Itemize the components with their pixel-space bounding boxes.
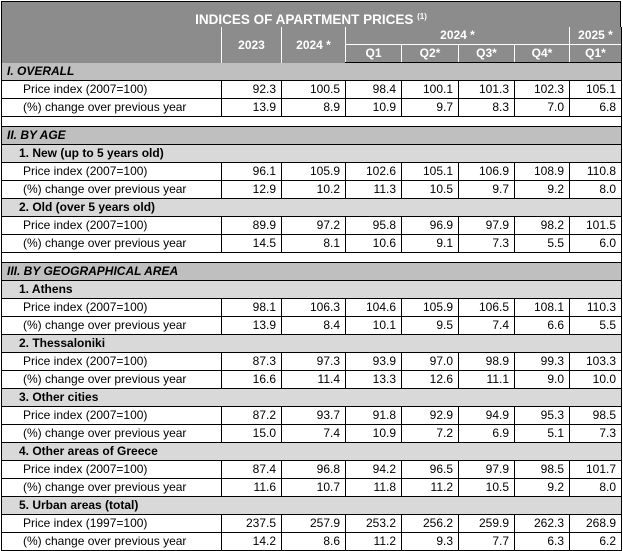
value-cell: 97.2 bbox=[282, 217, 346, 235]
value-cell: 104.6 bbox=[346, 299, 402, 317]
value-cell: 100.5 bbox=[282, 81, 346, 99]
value-cell: 253.2 bbox=[346, 515, 402, 533]
section-header-row bbox=[2, 263, 622, 281]
value-cell: 10.5 bbox=[402, 181, 459, 199]
value-cell: 13.9 bbox=[222, 99, 282, 117]
row-label: (%) change over previous year bbox=[2, 99, 222, 117]
value-cell: 108.1 bbox=[515, 299, 570, 317]
value-cell: 93.7 bbox=[282, 407, 346, 425]
value-cell: 10.6 bbox=[346, 235, 402, 253]
value-cell: 10.7 bbox=[282, 479, 346, 497]
row-label: Price index (2007=100) bbox=[2, 353, 222, 371]
value-cell: 108.9 bbox=[515, 163, 570, 181]
section-spacer bbox=[2, 117, 622, 127]
value-cell: 101.3 bbox=[459, 81, 515, 99]
spacer-cell bbox=[2, 117, 622, 127]
value-cell: 105.1 bbox=[402, 163, 459, 181]
value-cell: 87.4 bbox=[222, 461, 282, 479]
value-cell: 14.2 bbox=[222, 533, 282, 551]
header-2024: 2024 * bbox=[282, 27, 346, 63]
value-cell: 11.2 bbox=[402, 479, 459, 497]
value-cell: 89.9 bbox=[222, 217, 282, 235]
value-cell: 10.2 bbox=[282, 181, 346, 199]
value-cell: 8.0 bbox=[570, 479, 622, 497]
value-cell: 10.0 bbox=[570, 371, 622, 389]
value-cell: 92.3 bbox=[222, 81, 282, 99]
value-cell: 11.2 bbox=[346, 533, 402, 551]
value-cell: 12.6 bbox=[402, 371, 459, 389]
header-blank-cell bbox=[2, 27, 222, 63]
subsection-header-row bbox=[2, 335, 622, 353]
value-cell: 16.6 bbox=[222, 371, 282, 389]
value-cell: 11.6 bbox=[222, 479, 282, 497]
value-cell: 12.9 bbox=[222, 181, 282, 199]
value-cell: 7.7 bbox=[459, 533, 515, 551]
value-cell: 5.5 bbox=[570, 317, 622, 335]
value-cell: 105.1 bbox=[570, 81, 622, 99]
value-cell: 6.2 bbox=[570, 533, 622, 551]
value-cell: 5.1 bbox=[515, 425, 570, 443]
value-cell: 102.3 bbox=[515, 81, 570, 99]
subsection-header-row bbox=[2, 389, 622, 407]
row-label: (%) change over previous year bbox=[2, 533, 222, 551]
value-cell: 10.5 bbox=[459, 479, 515, 497]
row-label: (%) change over previous year bbox=[2, 181, 222, 199]
value-cell: 101.7 bbox=[570, 461, 622, 479]
value-cell: 15.0 bbox=[222, 425, 282, 443]
value-cell: 93.9 bbox=[346, 353, 402, 371]
header-2024-quarters-group: 2024 * bbox=[346, 27, 570, 45]
table-row bbox=[2, 235, 622, 253]
header-q2: Q2* bbox=[402, 45, 459, 63]
spacer-cell bbox=[2, 253, 622, 263]
table-row bbox=[2, 99, 622, 117]
table-row bbox=[2, 533, 622, 551]
value-cell: 9.2 bbox=[515, 479, 570, 497]
row-label: Price index (2007=100) bbox=[2, 163, 222, 181]
row-label: Price index (2007=100) bbox=[2, 217, 222, 235]
value-cell: 9.1 bbox=[402, 235, 459, 253]
value-cell: 106.5 bbox=[459, 299, 515, 317]
value-cell: 8.6 bbox=[282, 533, 346, 551]
header-q1-2025: Q1* bbox=[570, 45, 622, 63]
row-label: Price index (2007=100) bbox=[2, 461, 222, 479]
value-cell: 9.0 bbox=[515, 371, 570, 389]
value-cell: 98.5 bbox=[515, 461, 570, 479]
value-cell: 6.8 bbox=[570, 99, 622, 117]
value-cell: 6.6 bbox=[515, 317, 570, 335]
table-row bbox=[2, 81, 622, 99]
row-label: Price index (2007=100) bbox=[2, 407, 222, 425]
value-cell: 11.1 bbox=[459, 371, 515, 389]
table-row bbox=[2, 317, 622, 335]
table-title-text: INDICES OF APARTMENT PRICES bbox=[195, 12, 414, 27]
value-cell: 256.2 bbox=[402, 515, 459, 533]
table-row bbox=[2, 299, 622, 317]
subsection-title: 2. Thessaloniki bbox=[2, 335, 622, 353]
value-cell: 98.1 bbox=[222, 299, 282, 317]
subsection-header-row bbox=[2, 281, 622, 299]
value-cell: 7.2 bbox=[402, 425, 459, 443]
subsection-header-row bbox=[2, 145, 622, 163]
row-label: (%) change over previous year bbox=[2, 425, 222, 443]
subsection-title: 4. Other areas of Greece bbox=[2, 443, 622, 461]
row-label: (%) change over previous year bbox=[2, 235, 222, 253]
value-cell: 91.8 bbox=[346, 407, 402, 425]
value-cell: 96.1 bbox=[222, 163, 282, 181]
subsection-header-row bbox=[2, 199, 622, 217]
value-cell: 98.4 bbox=[346, 81, 402, 99]
value-cell: 6.3 bbox=[515, 533, 570, 551]
value-cell: 257.9 bbox=[282, 515, 346, 533]
header-q1: Q1 bbox=[346, 45, 402, 63]
section-header-row bbox=[2, 63, 622, 81]
value-cell: 96.5 bbox=[402, 461, 459, 479]
value-cell: 6.0 bbox=[570, 235, 622, 253]
header-q4: Q4* bbox=[515, 45, 570, 63]
value-cell: 9.2 bbox=[515, 181, 570, 199]
value-cell: 259.9 bbox=[459, 515, 515, 533]
subsection-header-row bbox=[2, 497, 622, 515]
subsection-header-row bbox=[2, 443, 622, 461]
value-cell: 9.3 bbox=[402, 533, 459, 551]
value-cell: 97.9 bbox=[459, 461, 515, 479]
value-cell: 11.3 bbox=[346, 181, 402, 199]
subsection-title: 5. Urban areas (total) bbox=[2, 497, 622, 515]
value-cell: 99.3 bbox=[515, 353, 570, 371]
value-cell: 87.3 bbox=[222, 353, 282, 371]
row-label: (%) change over previous year bbox=[2, 371, 222, 389]
value-cell: 262.3 bbox=[515, 515, 570, 533]
row-label: Price index (1997=100) bbox=[2, 515, 222, 533]
subsection-title: 3. Other cities bbox=[2, 389, 622, 407]
value-cell: 237.5 bbox=[222, 515, 282, 533]
table-row bbox=[2, 217, 622, 235]
value-cell: 100.1 bbox=[402, 81, 459, 99]
value-cell: 7.4 bbox=[282, 425, 346, 443]
value-cell: 97.0 bbox=[402, 353, 459, 371]
table-row bbox=[2, 371, 622, 389]
value-cell: 95.8 bbox=[346, 217, 402, 235]
value-cell: 94.2 bbox=[346, 461, 402, 479]
value-cell: 105.9 bbox=[282, 163, 346, 181]
header-2025-group: 2025 * bbox=[570, 27, 622, 45]
value-cell: 8.1 bbox=[282, 235, 346, 253]
value-cell: 13.3 bbox=[346, 371, 402, 389]
table-row bbox=[2, 479, 622, 497]
value-cell: 94.9 bbox=[459, 407, 515, 425]
subsection-title: 2. Old (over 5 years old) bbox=[2, 199, 622, 217]
section-title: III. BY GEOGRAPHICAL AREA bbox=[2, 263, 622, 281]
value-cell: 8.3 bbox=[459, 99, 515, 117]
value-cell: 106.9 bbox=[459, 163, 515, 181]
value-cell: 106.3 bbox=[282, 299, 346, 317]
value-cell: 268.9 bbox=[570, 515, 622, 533]
header-q3: Q3* bbox=[459, 45, 515, 63]
row-label: Price index (2007=100) bbox=[2, 81, 222, 99]
value-cell: 10.9 bbox=[346, 99, 402, 117]
row-label: Price index (2007=100) bbox=[2, 299, 222, 317]
value-cell: 95.3 bbox=[515, 407, 570, 425]
value-cell: 97.3 bbox=[282, 353, 346, 371]
value-cell: 7.0 bbox=[515, 99, 570, 117]
value-cell: 9.5 bbox=[402, 317, 459, 335]
value-cell: 101.5 bbox=[570, 217, 622, 235]
value-cell: 9.7 bbox=[459, 181, 515, 199]
table-row bbox=[2, 515, 622, 533]
value-cell: 87.2 bbox=[222, 407, 282, 425]
value-cell: 110.3 bbox=[570, 299, 622, 317]
value-cell: 10.1 bbox=[346, 317, 402, 335]
table-row bbox=[2, 425, 622, 443]
value-cell: 110.8 bbox=[570, 163, 622, 181]
value-cell: 10.9 bbox=[346, 425, 402, 443]
value-cell: 96.9 bbox=[402, 217, 459, 235]
value-cell: 96.8 bbox=[282, 461, 346, 479]
section-spacer bbox=[2, 253, 622, 263]
subsection-title: 1. Athens bbox=[2, 281, 622, 299]
table-row bbox=[2, 407, 622, 425]
header-2023: 2023 bbox=[222, 27, 282, 63]
section-title: I. OVERALL bbox=[2, 63, 622, 81]
section-header-row bbox=[2, 127, 622, 145]
value-cell: 8.9 bbox=[282, 99, 346, 117]
value-cell: 7.3 bbox=[570, 425, 622, 443]
value-cell: 5.5 bbox=[515, 235, 570, 253]
table-title bbox=[1, 1, 621, 27]
value-cell: 105.9 bbox=[402, 299, 459, 317]
table-row bbox=[2, 181, 622, 199]
value-cell: 11.4 bbox=[282, 371, 346, 389]
value-cell: 9.7 bbox=[402, 99, 459, 117]
subsection-title: 1. New (up to 5 years old) bbox=[2, 145, 622, 163]
value-cell: 8.0 bbox=[570, 181, 622, 199]
apartment-price-indices-table bbox=[1, 1, 621, 551]
value-cell: 98.5 bbox=[570, 407, 622, 425]
table-title-footnote: (1) bbox=[417, 12, 427, 21]
value-cell: 8.4 bbox=[282, 317, 346, 335]
value-cell: 98.9 bbox=[459, 353, 515, 371]
section-title: II. BY AGE bbox=[2, 127, 622, 145]
row-label: (%) change over previous year bbox=[2, 479, 222, 497]
value-cell: 98.2 bbox=[515, 217, 570, 235]
value-cell: 97.9 bbox=[459, 217, 515, 235]
value-cell: 11.8 bbox=[346, 479, 402, 497]
value-cell: 14.5 bbox=[222, 235, 282, 253]
table-body bbox=[2, 63, 622, 551]
table-row bbox=[2, 353, 622, 371]
value-cell: 92.9 bbox=[402, 407, 459, 425]
table-row bbox=[2, 461, 622, 479]
value-cell: 7.3 bbox=[459, 235, 515, 253]
header-row-years bbox=[2, 27, 622, 45]
value-cell: 7.4 bbox=[459, 317, 515, 335]
table-row bbox=[2, 163, 622, 181]
value-cell: 103.3 bbox=[570, 353, 622, 371]
value-cell: 102.6 bbox=[346, 163, 402, 181]
value-cell: 13.9 bbox=[222, 317, 282, 335]
value-cell: 6.9 bbox=[459, 425, 515, 443]
row-label: (%) change over previous year bbox=[2, 317, 222, 335]
